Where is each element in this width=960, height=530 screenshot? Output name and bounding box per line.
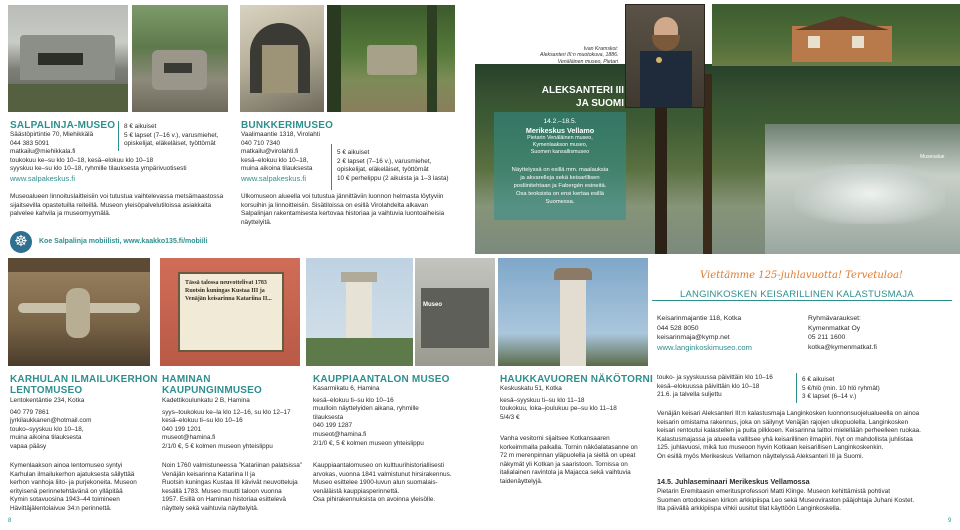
langinkoski-description (657, 410, 953, 462)
contact-line: kesä–elokuu ti–su klo 10–16 (162, 417, 243, 425)
contact-line: 044 528 8050 (657, 324, 699, 332)
desc-line: keisari rentoutui kalastellen ja puita pilkkoen. Keisarinna laittoi mielellään perheelleen ruokaa. (657, 427, 921, 435)
ship-wheel-icon: ☸ (10, 231, 32, 253)
bunkkeri-contact (241, 131, 331, 184)
desc-line: näkymät yli Kotkan ja saaristoon. Tornissa on (500, 460, 628, 468)
fortification-photo (132, 5, 228, 112)
contact-line: Säästöpirtintie 70, Miehikkälä (10, 131, 94, 138)
price-line: 8 € aikuiset (124, 123, 157, 130)
desc-line: Suomen ortodoksisen kirkon arkkipiispa Leo sekä Museoviraston pääjohtaja Juhani Kostet. (657, 496, 915, 504)
karhula-title-line2: LENTOMUSEO (10, 385, 83, 396)
group-line: kotka@kymenmatkat.fi (808, 343, 877, 351)
desc-line: Venäjän keisari Aleksanteri III:n kalastusmaja Langinkosken luonnonsuojelualueella on ainoa (657, 410, 920, 417)
contact-line: 2/1/0 €, 5 € kolmen museon yhteislippu (313, 439, 424, 447)
desc-line: keisarin omistama rakennus, joka on säilynyt Venäjän rajojen ulkopuolella. Langinkosken (657, 418, 909, 426)
caption-line: Venäläinen museo, Pietari (557, 58, 618, 65)
contact-line: 5/4/3 € (500, 413, 520, 421)
desc-line: Kymenlaakson ainoa lentomuseo syntyi (10, 462, 123, 469)
karhula-contact (10, 397, 150, 452)
contact-line: syys–toukokuu ke–la klo 12–16, su klo 12–17 (162, 408, 291, 416)
museo-sign: Museo (423, 302, 443, 308)
contact-line: 040 779 7861 (10, 408, 50, 416)
price-line: opiskelijat, eläkeläiset, työttömät (124, 140, 216, 148)
tower-photo (306, 258, 413, 366)
bunkkeri-divider (331, 144, 332, 190)
contact-line: jyrkilaukkanen@hotmail.com (10, 417, 92, 425)
karhula-description (10, 462, 155, 514)
desc-line: Kalastusmajassa ja alueella vallitsee yhä keisarillinen ilmapiiri. Nyt on mahdollista juhlistaa (657, 435, 913, 443)
contact-line: 2/1/0 €, 5 € kolmen museon yhteislippu (162, 442, 273, 450)
karhula-title-line1: KARHULAN ILMAILUKERHON (10, 374, 158, 385)
merchant-house-photo (415, 258, 495, 366)
seminar-description (657, 488, 953, 514)
kauppa-description (313, 462, 458, 505)
contact-line: 044 383 5091 (10, 139, 50, 147)
exhibition-body-line: Näyttelyssä on esillä mm. maalauksia (511, 167, 609, 173)
forest-trench-photo (327, 5, 455, 112)
desc-line: 125. juhlavuosi, mikä tuo museoon hyvin Kotkaan keisarillisen Langinkoskenkin. (657, 444, 884, 452)
salpalinja-title: SALPALINJA-MUSEO (10, 120, 116, 131)
portrait-caption (540, 46, 618, 65)
desc-line: 1957. Esillä on Haminan historiaa esittelevä (162, 496, 286, 504)
exhibition-info-box (494, 112, 626, 220)
contact-line: 040 199 1287 (313, 422, 353, 430)
contact-line: Keskuskatu 51, Kotka (500, 385, 562, 392)
bunker-photo (8, 5, 128, 112)
contact-line: muulloin näyttelyiden aikana, ryhmille (313, 405, 419, 413)
contact-line: 040 710 7340 (241, 139, 281, 147)
desc-line: näyttely sekä vaihtuvia näyttelyitä. (162, 504, 259, 512)
kauppa-contact (313, 385, 463, 448)
contact-line: vapaa pääsy (10, 442, 47, 450)
contact-line: kesä–elokuu klo 10–18, (241, 156, 309, 164)
desc-line: 72 m merenpinnan yläpuolella ja sieltä on upeat (500, 452, 636, 460)
contact-line: tilauksesta (313, 413, 344, 421)
hours-line: 21.6. ja talvella suljettu (657, 391, 722, 399)
haukka-description (500, 435, 650, 487)
desc-line: erityisenä perinnetehtävänä on ylläpitää (10, 487, 123, 495)
contact-line: Kadettikoulunkatu 2 B, Hamina (162, 397, 250, 404)
contact-line: matkailu@miehikkala.fi (10, 148, 76, 156)
desc-line: taidenäyttelyjä. (500, 477, 543, 485)
contact-line: kesä–syyskuu ti–su klo 11–18 (500, 396, 585, 404)
seminar-title: 14.5. Juhlaseminaari Merikeskus Vellamossa (657, 477, 810, 486)
price-line: 10 € perhelippu (2 aikuista ja 1–3 lasta) (337, 174, 449, 182)
desc-line: Vanha vesitorni sijaitsee Kotkansaaren (500, 435, 610, 442)
salpalinja-prices (124, 123, 218, 149)
desc-line: Hävittäjälentolaivue 34:n perinnettä. (10, 504, 112, 512)
hours-line: kesä–elokuussa päivittäin klo 10–18 (657, 382, 760, 390)
contact-line: kesä–elokuu ti–su klo 10–16 (313, 396, 394, 404)
group-line: 05 211 1600 (808, 334, 846, 341)
desc-line: On esillä myös Merikeskus Vellamon näyttelyssä Aleksanteri III ja Suomi. (657, 452, 864, 460)
price-line: opiskelijat, eläkeläiset, työttömät (337, 166, 429, 174)
langinkoski-prices (802, 376, 880, 402)
desc-line: Ilta päivällä arkkipiispa vihkii uusitut tilat käyttöön Langinkoskella. (657, 505, 842, 513)
contact-line: Vaalimaantie 1318, Virolahti (241, 131, 320, 138)
langinkoski-group (808, 314, 877, 352)
contact-line: keisarinmaja@kymp.net (657, 334, 730, 341)
exhibition-venue: Merikeskus Vellamo (525, 126, 595, 135)
price-line: 3 € lapset (6–14 v.) (802, 393, 857, 401)
contact-line: toukokuu, loka–joulukuu pe–su klo 11–18 (500, 405, 617, 413)
desc-line: kerhon vanhoja liito- ja purjekoneita. Museon (10, 479, 137, 487)
price-line: 5 € lapset (7–16 v.), varusmiehet, (124, 131, 219, 139)
bunkkeri-title: BUNKKERIMUSEO (241, 120, 334, 131)
exhibition-dates: 14.2.–18.5. (543, 118, 577, 125)
haukka-contact (500, 385, 650, 422)
museoalue-label: Museoalue (920, 154, 945, 160)
contact-line: museot@hamina.fi (162, 434, 216, 442)
contact-line: touko–syyskuu klo 10–18, (10, 425, 84, 433)
page-number-left: 8 (8, 518, 12, 524)
caption-line: Aleksanteri III:n muotokuva, 1886. (540, 52, 619, 59)
salpalinja-divider (118, 121, 119, 151)
desc-line: korkeimmalla paikalla. Tornin näköalatasanne on (500, 443, 638, 451)
desc-line: Noin 1760 valmistuneessa ”Katariinan palatsissa” Venäjän keisarinna Katariina II ja (162, 462, 302, 478)
plaque-text: Tässä talossa neuvottelivat 1783 Ruotsin kuningas Kustaa III ja Venäjän keisarinna Katariina II... (178, 272, 284, 352)
desc-line: Osa pihirakennuksista on avoinna yleisölle. (313, 496, 436, 504)
salpalinja-description: Museoalueen linnoituslaitteisiin voi tutustua vaihtelevassa metsämaastossa sijaitsevilla opastetuilla reiteillä. Museon yleisöpalvelutiloissa asiakkaita palvelee kahvila ja museomyymälä. (10, 193, 224, 218)
contact-line: 040 199 1201 (162, 425, 202, 433)
slogan: Viettämme 125-juhlavuotta! Tervetuloa! (700, 270, 903, 281)
exhibition-body-line: Suomessa. (545, 199, 575, 205)
bunkkeri-prices (337, 149, 449, 183)
price-line: 2 € lapset (7–16 v.), varusmiehet, (337, 157, 432, 165)
caption-line: Ivan Kramskoi: (583, 46, 618, 52)
karhula-title (10, 374, 158, 396)
hours-line: touko- ja syyskuussa päivittäin klo 10–16 (657, 374, 773, 381)
exhibition-body-line: Osa teoksista on ensi kertaa esillä (516, 191, 604, 197)
fishing-lodge-photo (712, 4, 960, 66)
contact-line: muina aikoina tilauksesta (241, 165, 313, 173)
exhibition-body-line: ja akvarelleja sekä keisarillisen (520, 175, 600, 181)
bunker-interior-photo (240, 5, 324, 112)
alexander-portrait (625, 4, 705, 108)
price-line: 5 € aikuiset (337, 149, 370, 156)
salpalinja-web-link[interactable]: www.salpakeskus.fi (10, 173, 76, 183)
exhibition-title (494, 84, 624, 110)
haminan-title (162, 374, 262, 396)
bunkkeri-description: Ulkomuseon alueella voi tutustua jännittäviin luonnon helmasta löytyviin korsuihin ja linnoitteisiin. Sisätiloissa on esillä Virolahdelta alkavan Salpalinjan rakentamisesta kertovaa historiaa ja vaihtuvia luontoaiheisia näyttelyitä. (241, 193, 445, 226)
haminan-description (162, 462, 304, 514)
desc-line: Ruotsin kuningas Kustaa III kävivät neuvotteluja kesällä 1783. Museo muutti taloon vuonna (162, 479, 298, 495)
contact-line: muina aikoina tilauksesta (10, 434, 82, 442)
kauppa-title: KAUPPIAANTALON MUSEO (313, 374, 450, 385)
contact-line: syyskuu ke–su klo 10–18, ryhmille tilauksesta ympärivuotisesti (10, 165, 187, 173)
observation-tower-photo (498, 258, 648, 366)
desc-line: Karhulan ilmailukerhon ajatuksesta säilyttää (10, 470, 135, 478)
contact-line: matkailu@virolahti.fi (241, 148, 299, 156)
langinkoski-title: LANGINKOSKEN KEISARILLINEN KALASTUSMAJA (680, 289, 914, 300)
desc-line: Pietarin Eremitaasin emeritusprofessori Matti Klinge. Museon kehittämistä pohtivat (657, 488, 891, 495)
langinkoski-divider (652, 300, 952, 301)
langinkoski-price-divider (796, 373, 797, 403)
contact-line: museot@hamina.fi (313, 430, 367, 438)
desc-line: Kauppiaantalomuseo on kulttuurihistoriallisesti arvokas, vuonna 1841 valmistunut hirsirakennus. Museo esittelee 1900-luvun alun suomalais-venäläistä kauppiasperinnettä. (313, 462, 452, 495)
group-line: Kymenmatkat Oy (808, 324, 861, 332)
salpalinja-mobile-row (10, 229, 240, 255)
langinkoski-contact (657, 314, 752, 352)
exhibition-title-line2: JA SUOMI (576, 98, 624, 109)
page-number-right: 9 (948, 518, 952, 524)
haminan-title-line1: HAMINAN (162, 374, 211, 385)
partner-line: Suomen kansallismuseo (530, 149, 590, 155)
haminan-title-line2: KAUPUNGINMUSEO (162, 385, 263, 396)
haminan-contact (162, 397, 307, 452)
partner-line: Kymenlaakson museo, (532, 142, 588, 148)
desc-line: Kymin sotavuosina 1943–44 toimineen (10, 496, 120, 504)
contact-line: Kasarmikatu 6, Hamina (313, 385, 380, 392)
airplane-photo (8, 258, 150, 366)
group-line: Ryhmävaraukset: (808, 315, 861, 322)
mobile-link[interactable]: Koe Salpalinja mobiilisti, www.kaakko135.fi/mobiili (39, 238, 208, 245)
exhibition-body-line: posliinitehtaan ja Fabergén esineitä. (513, 183, 607, 189)
contact-line: Keisarinmajantie 118, Kotka (657, 315, 742, 322)
desc-line: italialainen ravintola ja Majacca sekä vaihtuvia (500, 469, 631, 477)
langinkoski-hours (657, 374, 773, 400)
bunkkeri-web-link[interactable]: www.salpakeskus.fi (241, 173, 307, 183)
contact-line: toukokuu ke–su klo 10–18, kesä–elokuu klo 10–18 (10, 156, 154, 164)
price-line: 5 €/hlö (min. 10 hlö ryhmät) (802, 384, 880, 392)
langinkoski-web-link[interactable]: www.langinkoskimuseo.com (657, 342, 752, 352)
plaque-photo (160, 258, 300, 366)
partner-line: Pietarin Venäläinen museo, (527, 135, 593, 141)
exhibition-title-line1: ALEKSANTERI III (541, 85, 624, 96)
price-line: 6 € aikuiset (802, 376, 835, 383)
haukka-title: HAUKKAVUOREN NÄKÖTORNI (500, 374, 653, 385)
contact-line: Lentokentäntie 234, Kotka (10, 397, 85, 404)
